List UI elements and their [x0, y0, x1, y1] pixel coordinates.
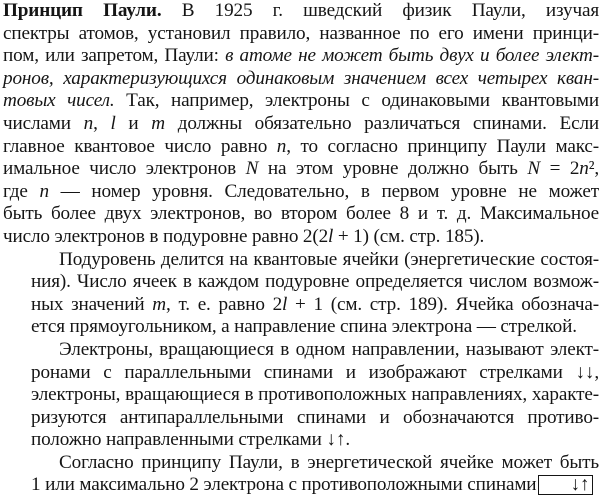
- text-line: [3, 474, 599, 497]
- text-run: на этом уровне должно быть: [258, 158, 528, 180]
- paragraph: [3, 0, 599, 249]
- text-line: [3, 181, 599, 204]
- text-run: пом, или запретом, Паули:: [3, 45, 226, 67]
- text-run: l: [282, 293, 288, 315]
- paragraph: [3, 249, 599, 339]
- text-run: ется прямоугольником, а направление спина электрона — стрелкой.: [31, 316, 577, 338]
- text-line: [3, 384, 599, 407]
- text-run: ния). Число ячеек в каждом подуровне определяется числом возмож-: [31, 271, 599, 293]
- text-run: ²,: [588, 158, 599, 180]
- text-line: [3, 407, 599, 430]
- text-run: ,: [93, 112, 111, 134]
- text-line: [3, 429, 599, 452]
- quantum-cell-box: ↓↑: [538, 475, 593, 495]
- text-run: в атоме не может быть двух и более элект-: [225, 45, 599, 67]
- text-run: Подуровень делится на квантовые ячейки (энергетические состоя-: [59, 248, 599, 270]
- text-run: + 1) (см. стр. 185).: [333, 225, 485, 247]
- text-run: где: [3, 180, 40, 202]
- text-line: [3, 203, 599, 226]
- text-run: спектры атомов, установил правило, названное по его имени принци-: [3, 22, 599, 44]
- text-run: 1 или максимально 2 электрона с противоположными спинами: [31, 474, 537, 496]
- text-run: = 2: [539, 158, 580, 180]
- text-line: [3, 136, 599, 159]
- text-line: [3, 113, 599, 136]
- text-run: m: [152, 293, 166, 315]
- paragraph: [3, 452, 599, 497]
- text-run: числами: [3, 112, 84, 134]
- text-line: [3, 226, 599, 249]
- text-run: и: [115, 112, 152, 134]
- text-run: число электронов в подуровне равно 2(2: [3, 225, 329, 247]
- text-run: l: [328, 225, 334, 247]
- text-line: [3, 23, 599, 46]
- text-run: товых чисел.: [3, 90, 115, 112]
- text-line: [3, 271, 599, 294]
- text-run: ронами с параллельными спинами и изображают стрелками ↓↓,: [31, 361, 599, 383]
- text-run: n: [83, 112, 94, 134]
- text-run: Электроны, вращающиеся в одном направлении, называют элект-: [59, 338, 599, 360]
- text-line: [3, 90, 599, 113]
- text-line: [3, 339, 599, 362]
- text-run: Так, например, электроны с одинаковыми квантовыми: [114, 90, 600, 112]
- text-run: ронов, характеризующихся одинаковым значением всех четырех кван-: [3, 67, 599, 89]
- text-run: n: [579, 158, 589, 180]
- text-run: электроны, вращающиеся в противоположных направлениях, характе-: [31, 384, 599, 406]
- text-run: ризуются антипараллельными спинами и обозначаются противо-: [31, 406, 599, 428]
- text-run: n: [276, 135, 287, 157]
- text-run: быть более двух электронов, во втором более 8 и т. д. Максимальное: [3, 203, 599, 225]
- text-run: l: [110, 112, 116, 134]
- text-run: ных значений: [31, 293, 153, 315]
- text-run: Согласно принципу Паули, в энергетической ячейке может быть: [59, 451, 599, 473]
- text-run: n: [39, 180, 49, 202]
- text-run: N: [245, 158, 259, 180]
- text-run: имальное число электронов: [3, 158, 246, 180]
- text-run: m: [151, 112, 165, 134]
- text-line: [3, 68, 599, 91]
- text-run: — номер уровня. Следовательно, в первом уровне не может: [48, 180, 599, 202]
- text-run: N: [527, 158, 540, 180]
- text-line: [3, 294, 599, 317]
- text-run: главное квантовое число равно: [3, 135, 277, 157]
- text-run: , то согласно принципу Паули макс-: [286, 135, 599, 157]
- text-run: , т. е. равно 2: [166, 293, 283, 315]
- text-run: + 1 (см. стр. 189). Ячейка обознача-: [287, 293, 599, 315]
- text-run: должны обязательно различаться спинами. Если: [165, 112, 599, 134]
- text-line: [3, 158, 599, 181]
- text-line: [3, 249, 599, 272]
- text-line: [3, 362, 599, 385]
- text-line: [3, 45, 599, 68]
- text-run: В 1925 г. шведский физик Паули, изучая: [161, 0, 599, 21]
- text-line: [3, 0, 599, 23]
- text-run: Принцип Паули.: [3, 0, 162, 21]
- document-page: [3, 0, 600, 496]
- text-line: [3, 452, 599, 475]
- paragraph: [3, 339, 599, 452]
- text-line: [3, 316, 599, 339]
- text-run: положно направленными стрелками ↓↑.: [31, 429, 350, 451]
